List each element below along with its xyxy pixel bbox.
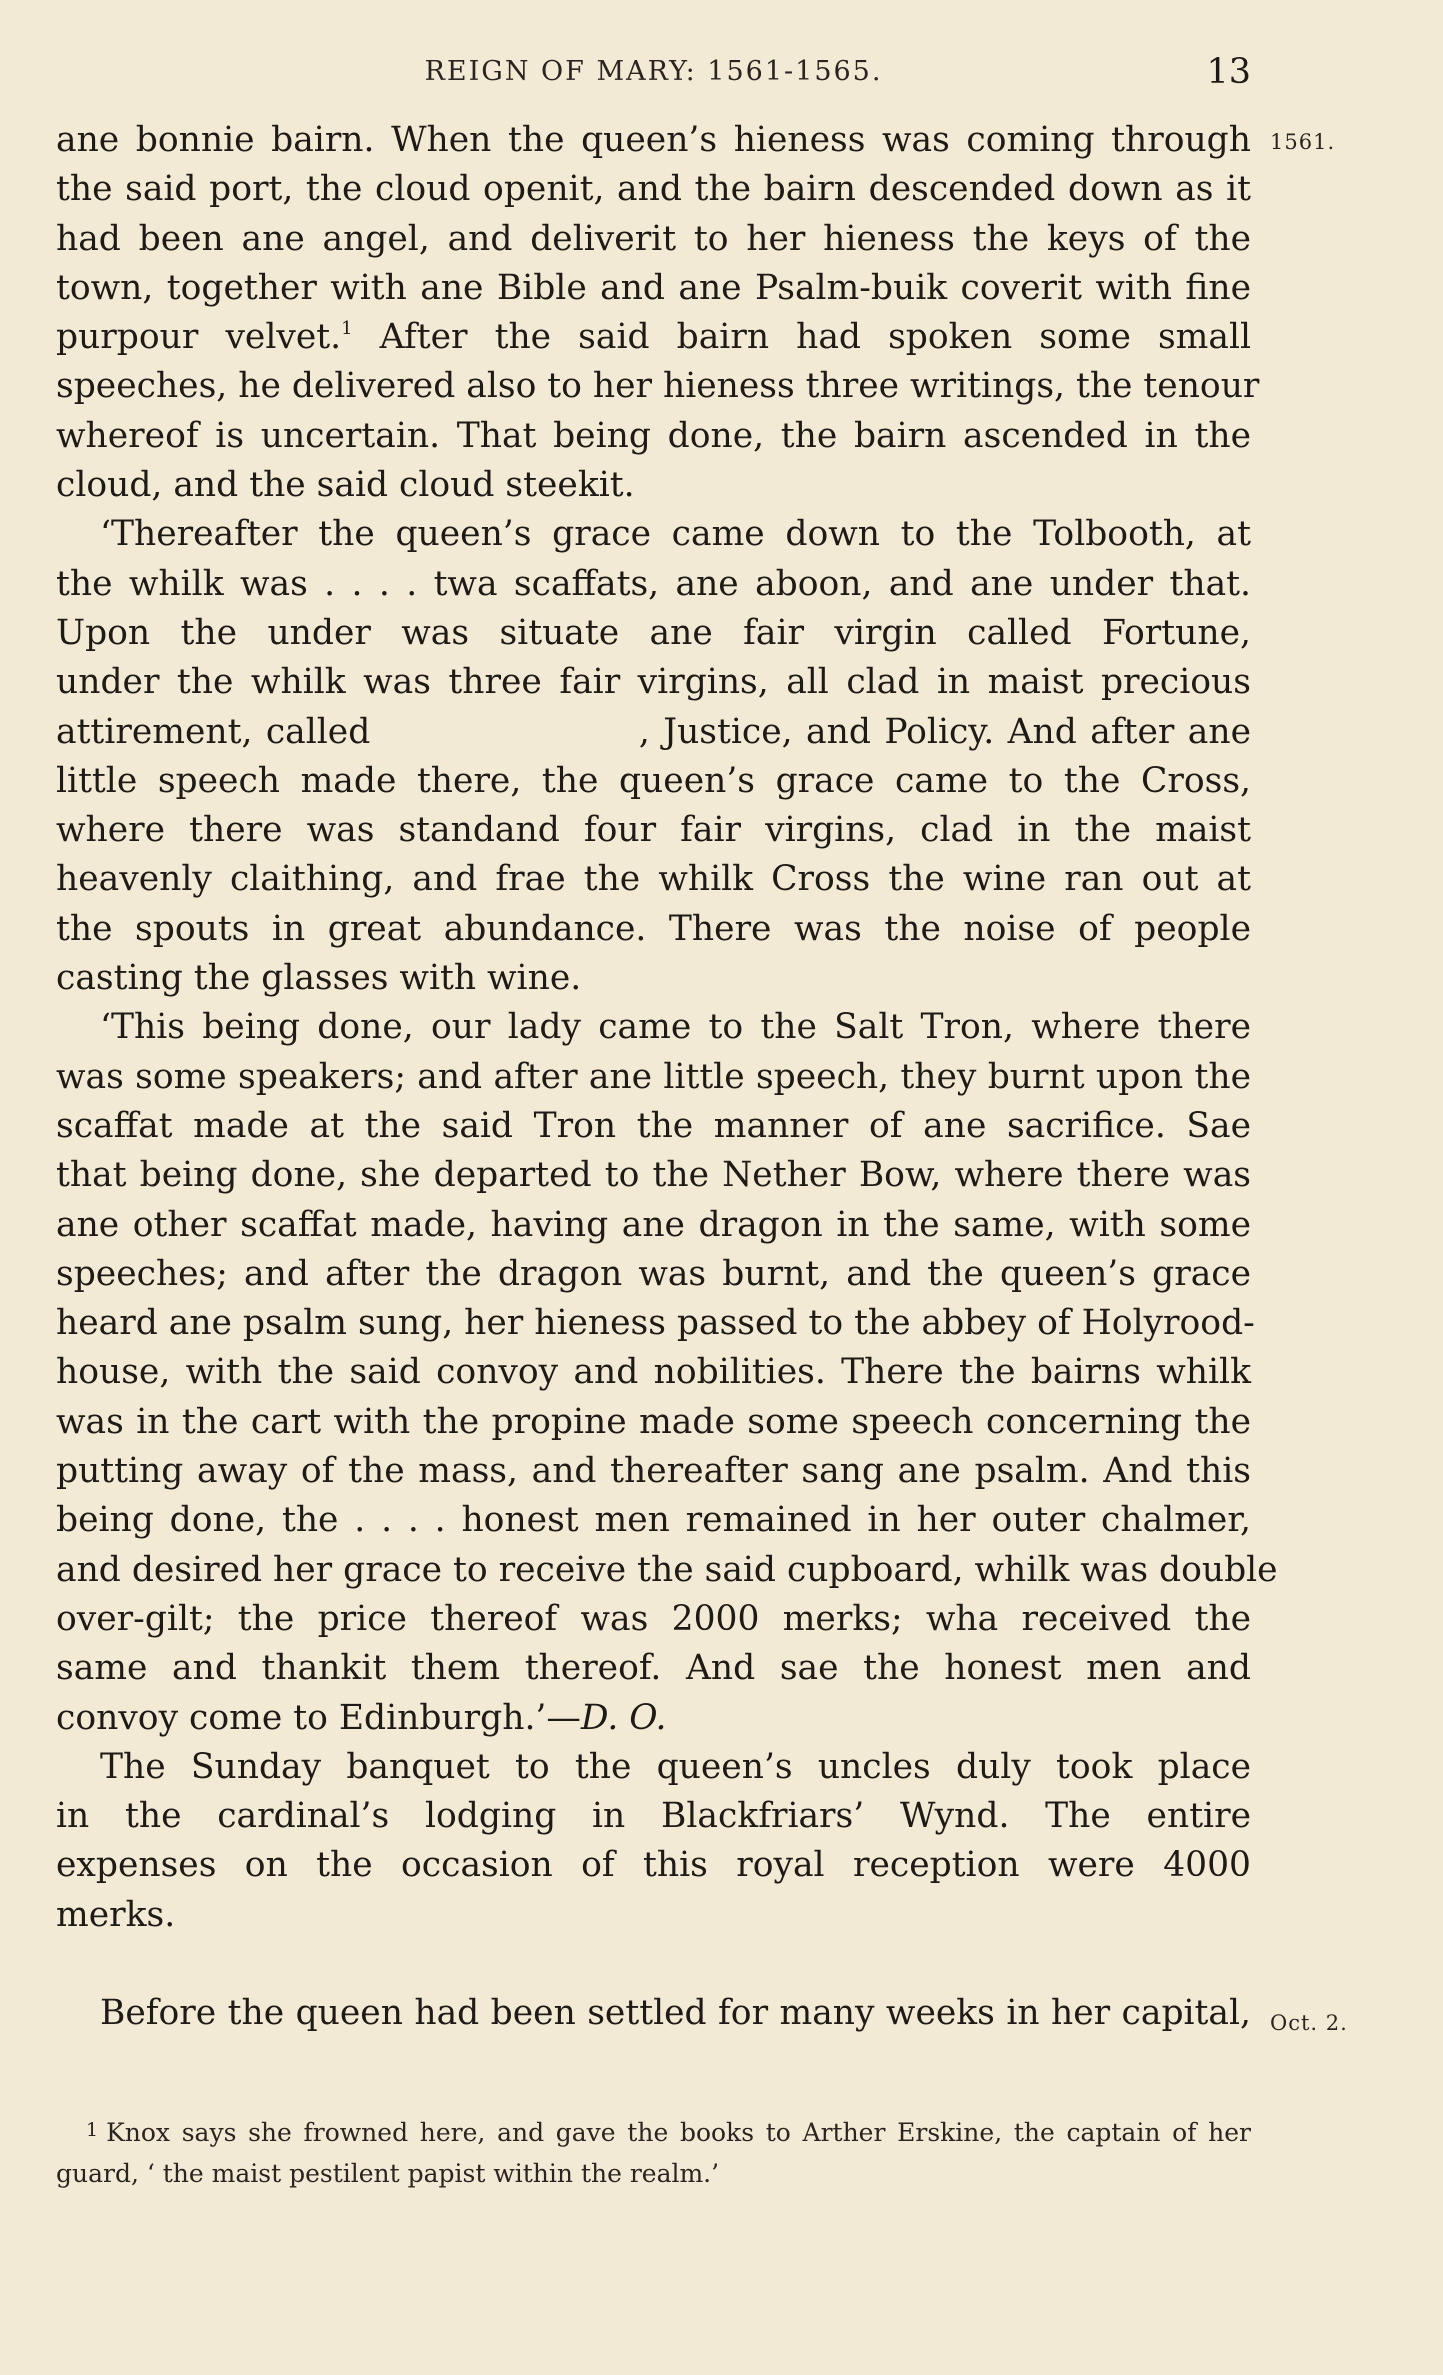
text-line: was in the cart with the propine made some speech concerning the <box>56 1401 1251 1442</box>
text-fragment: convoy come to Edinburgh.’— <box>56 1697 581 1738</box>
text-line: The Sunday banquet to the queen’s uncles duly took place <box>100 1746 1251 1787</box>
text-line: the said port, the cloud openit, and the bairn descended down as it <box>56 169 1251 210</box>
text-line: the spouts in great abundance. There was the noise of people <box>56 908 1251 949</box>
page-number: 13 <box>1206 52 1251 92</box>
text-line: ane bonnie bairn. When the queen’s hieness was coming through <box>56 120 1251 160</box>
margin-note-date: Oct. 2. <box>1270 2011 1348 2035</box>
footnote-line: guard, ‘ the maist pestilent papist within the realm.’ <box>56 2159 720 2188</box>
body-text <box>56 116 1278 2039</box>
text-line <box>56 1694 1251 1743</box>
footnote <box>56 2108 1251 2196</box>
footnote-reference: 1 <box>341 318 353 340</box>
text-line: Before the queen had been settled for many weeks in her capital, <box>100 1993 1251 2034</box>
text-line: the whilk was . . . . twa scaffats, ane aboon, and ane under that. <box>56 563 1251 604</box>
text-fragment: purpour velvet. <box>56 317 342 358</box>
signature: D. O. <box>580 1697 667 1738</box>
footnote-marker: 1 <box>86 2119 99 2141</box>
text-line: casting the glasses with wine. <box>56 958 582 999</box>
running-title: REIGN OF MARY: 1561-1565. <box>424 56 883 87</box>
running-head <box>56 52 1251 102</box>
text-line: where there was standand four fair virgins, clad in the maist <box>56 810 1251 851</box>
text-line: heavenly claithing, and frae the whilk Cross the wine ran out at <box>56 859 1251 900</box>
text-line: putting away of the mass, and thereafter sang ane psalm. And this <box>56 1451 1251 1492</box>
text-line: being done, the . . . . honest men remained in her outer chalmer, <box>56 1500 1251 1541</box>
text-line: speeches, he delivered also to her hieness three writings, the tenour <box>56 366 1260 407</box>
text-line: under the whilk was three fair virgins, all clad in maist precious <box>56 662 1251 703</box>
text-line: scaffat made at the said Tron the manner of ane sacrifice. Sae <box>56 1105 1251 1146</box>
footnote-text: Knox says she frowned here, and gave the books to Arther Erskine, the captain of her <box>106 2118 1251 2147</box>
text-line: ‘Thereafter the queen’s grace came down to the Tolbooth, at <box>100 514 1251 555</box>
text-line: town, together with ane Bible and ane Psalm-buik coverit with fine <box>56 267 1251 308</box>
text-line: little speech made there, the queen’s grace came to the Cross, <box>56 760 1251 801</box>
text-line <box>56 313 1251 362</box>
margin-note-year: 1561. <box>1270 130 1336 154</box>
text-line: expenses on the occasion of this royal reception were 4000 <box>56 1845 1251 1886</box>
text-line: whereof is uncertain. That being done, the bairn ascended in the <box>56 415 1251 456</box>
text-line: over-gilt; the price thereof was 2000 merks; wha received the <box>56 1598 1251 1639</box>
text-line: was some speakers; and after ane little speech, they burnt upon the <box>56 1056 1251 1097</box>
text-fragment: After the said bairn had spoken some small <box>379 317 1252 358</box>
text-line: house, with the said convoy and nobilities. There the bairns whilk <box>56 1352 1251 1393</box>
text-line: had been ane angel, and deliverit to her hieness the keys of the <box>56 218 1251 259</box>
paragraph-gap <box>56 1940 1251 1989</box>
text-line: that being done, she departed to the Nether Bow, where there was <box>56 1155 1251 1196</box>
text-line: attirement, called , Justice, and Policy. And after ane <box>56 711 1251 752</box>
text-line: same and thankit them thereof. And sae the honest men and <box>56 1648 1251 1689</box>
text-line: Upon the under was situate ane fair virgin called Fortune, <box>56 612 1251 653</box>
text-line: speeches; and after the dragon was burnt, and the queen’s grace <box>56 1253 1251 1294</box>
footnote-line <box>56 2108 1251 2152</box>
text-line: cloud, and the said cloud steekit. <box>56 465 635 506</box>
text-line: ane other scaffat made, having ane dragon in the same, with some <box>56 1204 1251 1245</box>
text-line: ‘This being done, our lady came to the Salt Tron, where there <box>100 1007 1251 1048</box>
text-line: heard ane psalm sung, her hieness passed to the abbey of Holyrood- <box>56 1303 1255 1344</box>
text-line: and desired her grace to receive the said cupboard, whilk was double <box>56 1549 1278 1590</box>
text-line: merks. <box>56 1894 176 1935</box>
text-line: in the cardinal’s lodging in Blackfriars’ Wynd. The entire <box>56 1796 1251 1837</box>
